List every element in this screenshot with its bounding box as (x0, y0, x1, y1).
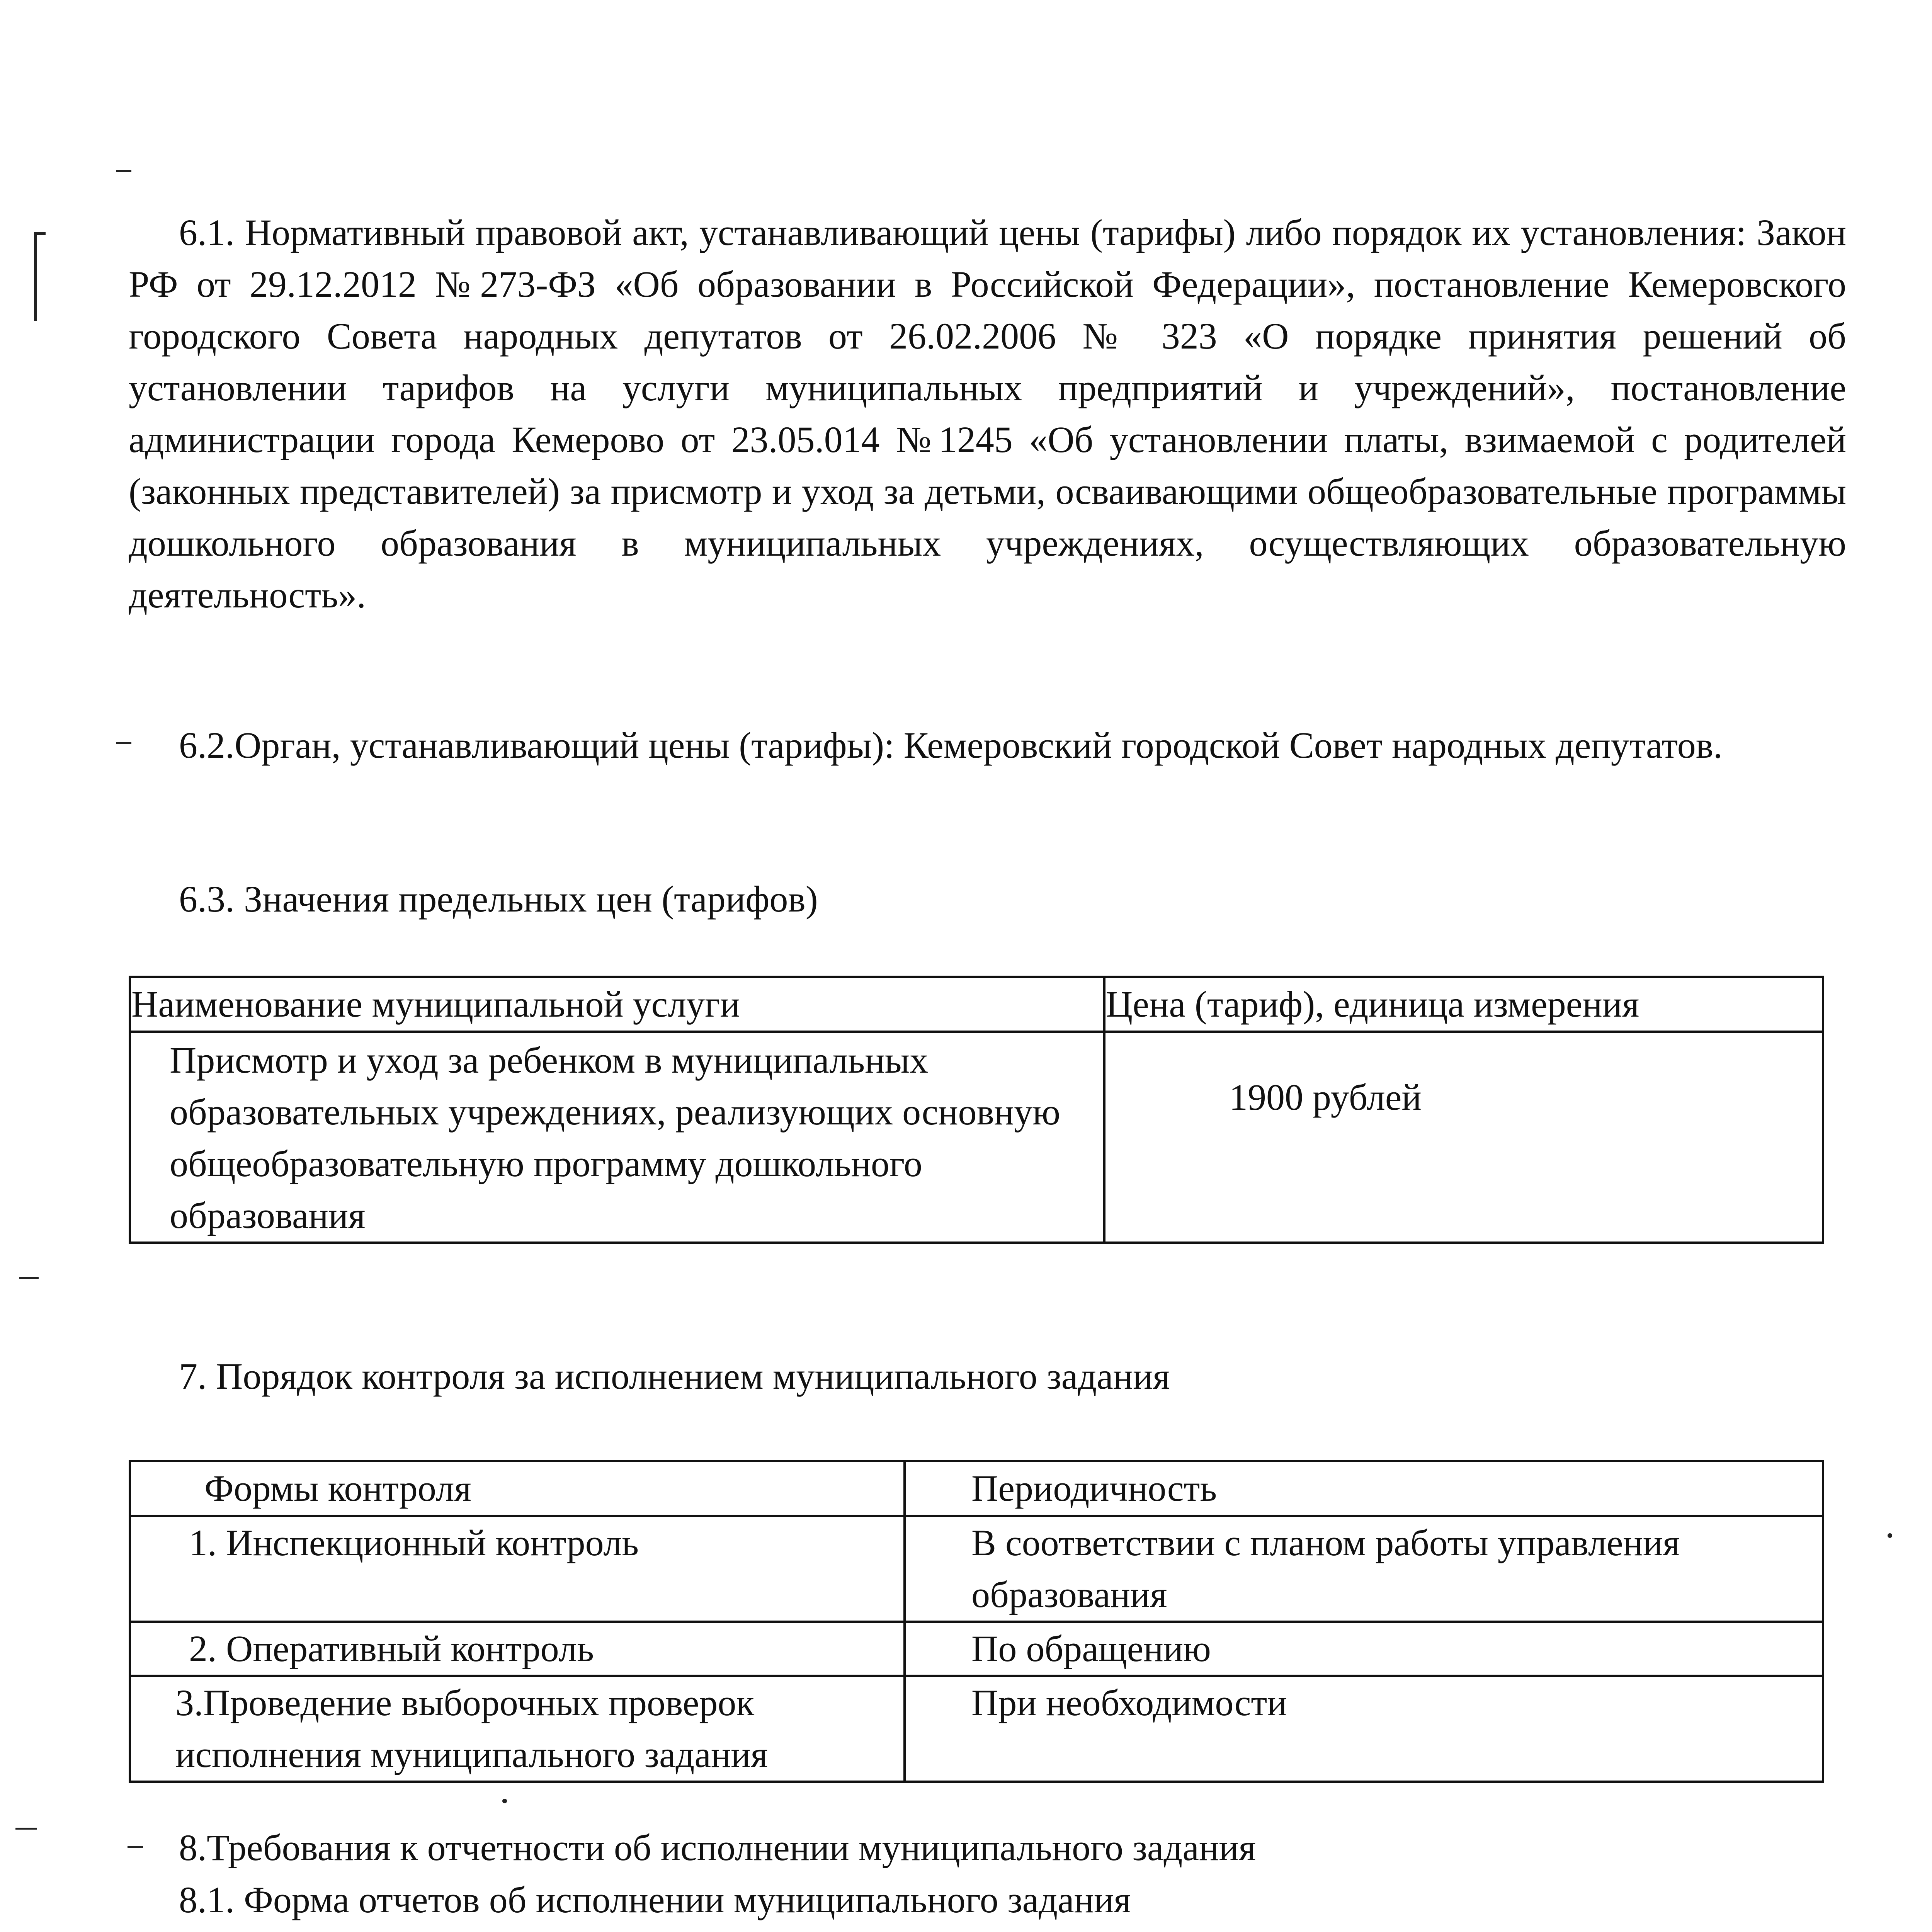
control-header-period: Периодичность (905, 1461, 1823, 1516)
table-row (130, 1676, 1823, 1782)
control-period: По обращению (905, 1622, 1823, 1676)
tariff-table-header (130, 977, 1823, 1032)
scan-margin-mark (116, 170, 131, 172)
table-row (130, 1516, 1823, 1622)
scan-margin-mark (15, 1828, 37, 1830)
table-row (130, 1032, 1823, 1243)
scan-margin-mark (19, 1277, 39, 1279)
control-period: В соответствии с планом работы управления образования (905, 1516, 1823, 1622)
scan-margin-mark (116, 742, 131, 744)
scan-margin-mark (34, 232, 46, 235)
control-period: При необходимости (905, 1676, 1823, 1782)
scan-speck (502, 1799, 507, 1803)
control-table-header (130, 1461, 1823, 1516)
section-6-1-text: 6.1. Нормативный правовой акт, устанавливающий цены (тарифы) либо порядок их установления: Закон РФ от 29.12.2012 №273-ФЗ «Об образовании в Российской Федерации», постановление Кемеровского городского Совета народных депутатов от 26.02.2006 № 323 «О порядке принятия решений об установлении тарифов на услуги муниципальных предприятий и учреждений», постановление администрации города Кемерово от 23.05.014 №1245 «Об установлении платы, взимаемой с родителей (законных представителей) за присмотр и уход за детьми, осваивающими общеобразовательные программы дошкольного образования в муниципальных учреждениях, осуществляющих образовательную деятельность». (129, 212, 1846, 616)
scan-speck (1888, 1533, 1892, 1538)
section-8-title: 8.Требования к отчетности об исполнении муниципального задания (179, 1827, 1256, 1868)
tariff-header-service: Наименование муниципальной услуги (130, 977, 1104, 1032)
scan-margin-mark (34, 232, 37, 321)
control-form: 1. Инспекционный контроль (130, 1516, 905, 1622)
section-8-1-title: 8.1. Форма отчетов об исполнении муниципального задания (179, 1879, 1131, 1920)
scan-margin-mark (128, 1846, 143, 1848)
control-table (129, 1460, 1824, 1783)
section-7-title: 7. Порядок контроля за исполнением муниципального задания (179, 1355, 1170, 1397)
tariff-price: 1900 рублей (1104, 1032, 1823, 1243)
tariff-table (129, 976, 1824, 1244)
control-form: 3.Проведение выборочных проверок исполнения муниципального задания (130, 1676, 905, 1782)
tariff-header-price: Цена (тариф), единица измерения (1104, 977, 1823, 1032)
control-header-form: Формы контроля (130, 1461, 905, 1516)
section-6-2-text: 6.2.Орган, устанавливающий цены (тарифы): Кемеровский городской Совет народных депутатов. (179, 724, 1723, 766)
section-6-3-title: 6.3. Значения предельных цен (тарифов) (179, 878, 818, 920)
table-row (130, 1622, 1823, 1676)
control-form: 2. Оперативный контроль (130, 1622, 905, 1676)
tariff-service-name: Присмотр и уход за ребенком в муниципальных образовательных учреждениях, реализующих основную общеобразовательную программу дошкольного образования (130, 1032, 1104, 1243)
